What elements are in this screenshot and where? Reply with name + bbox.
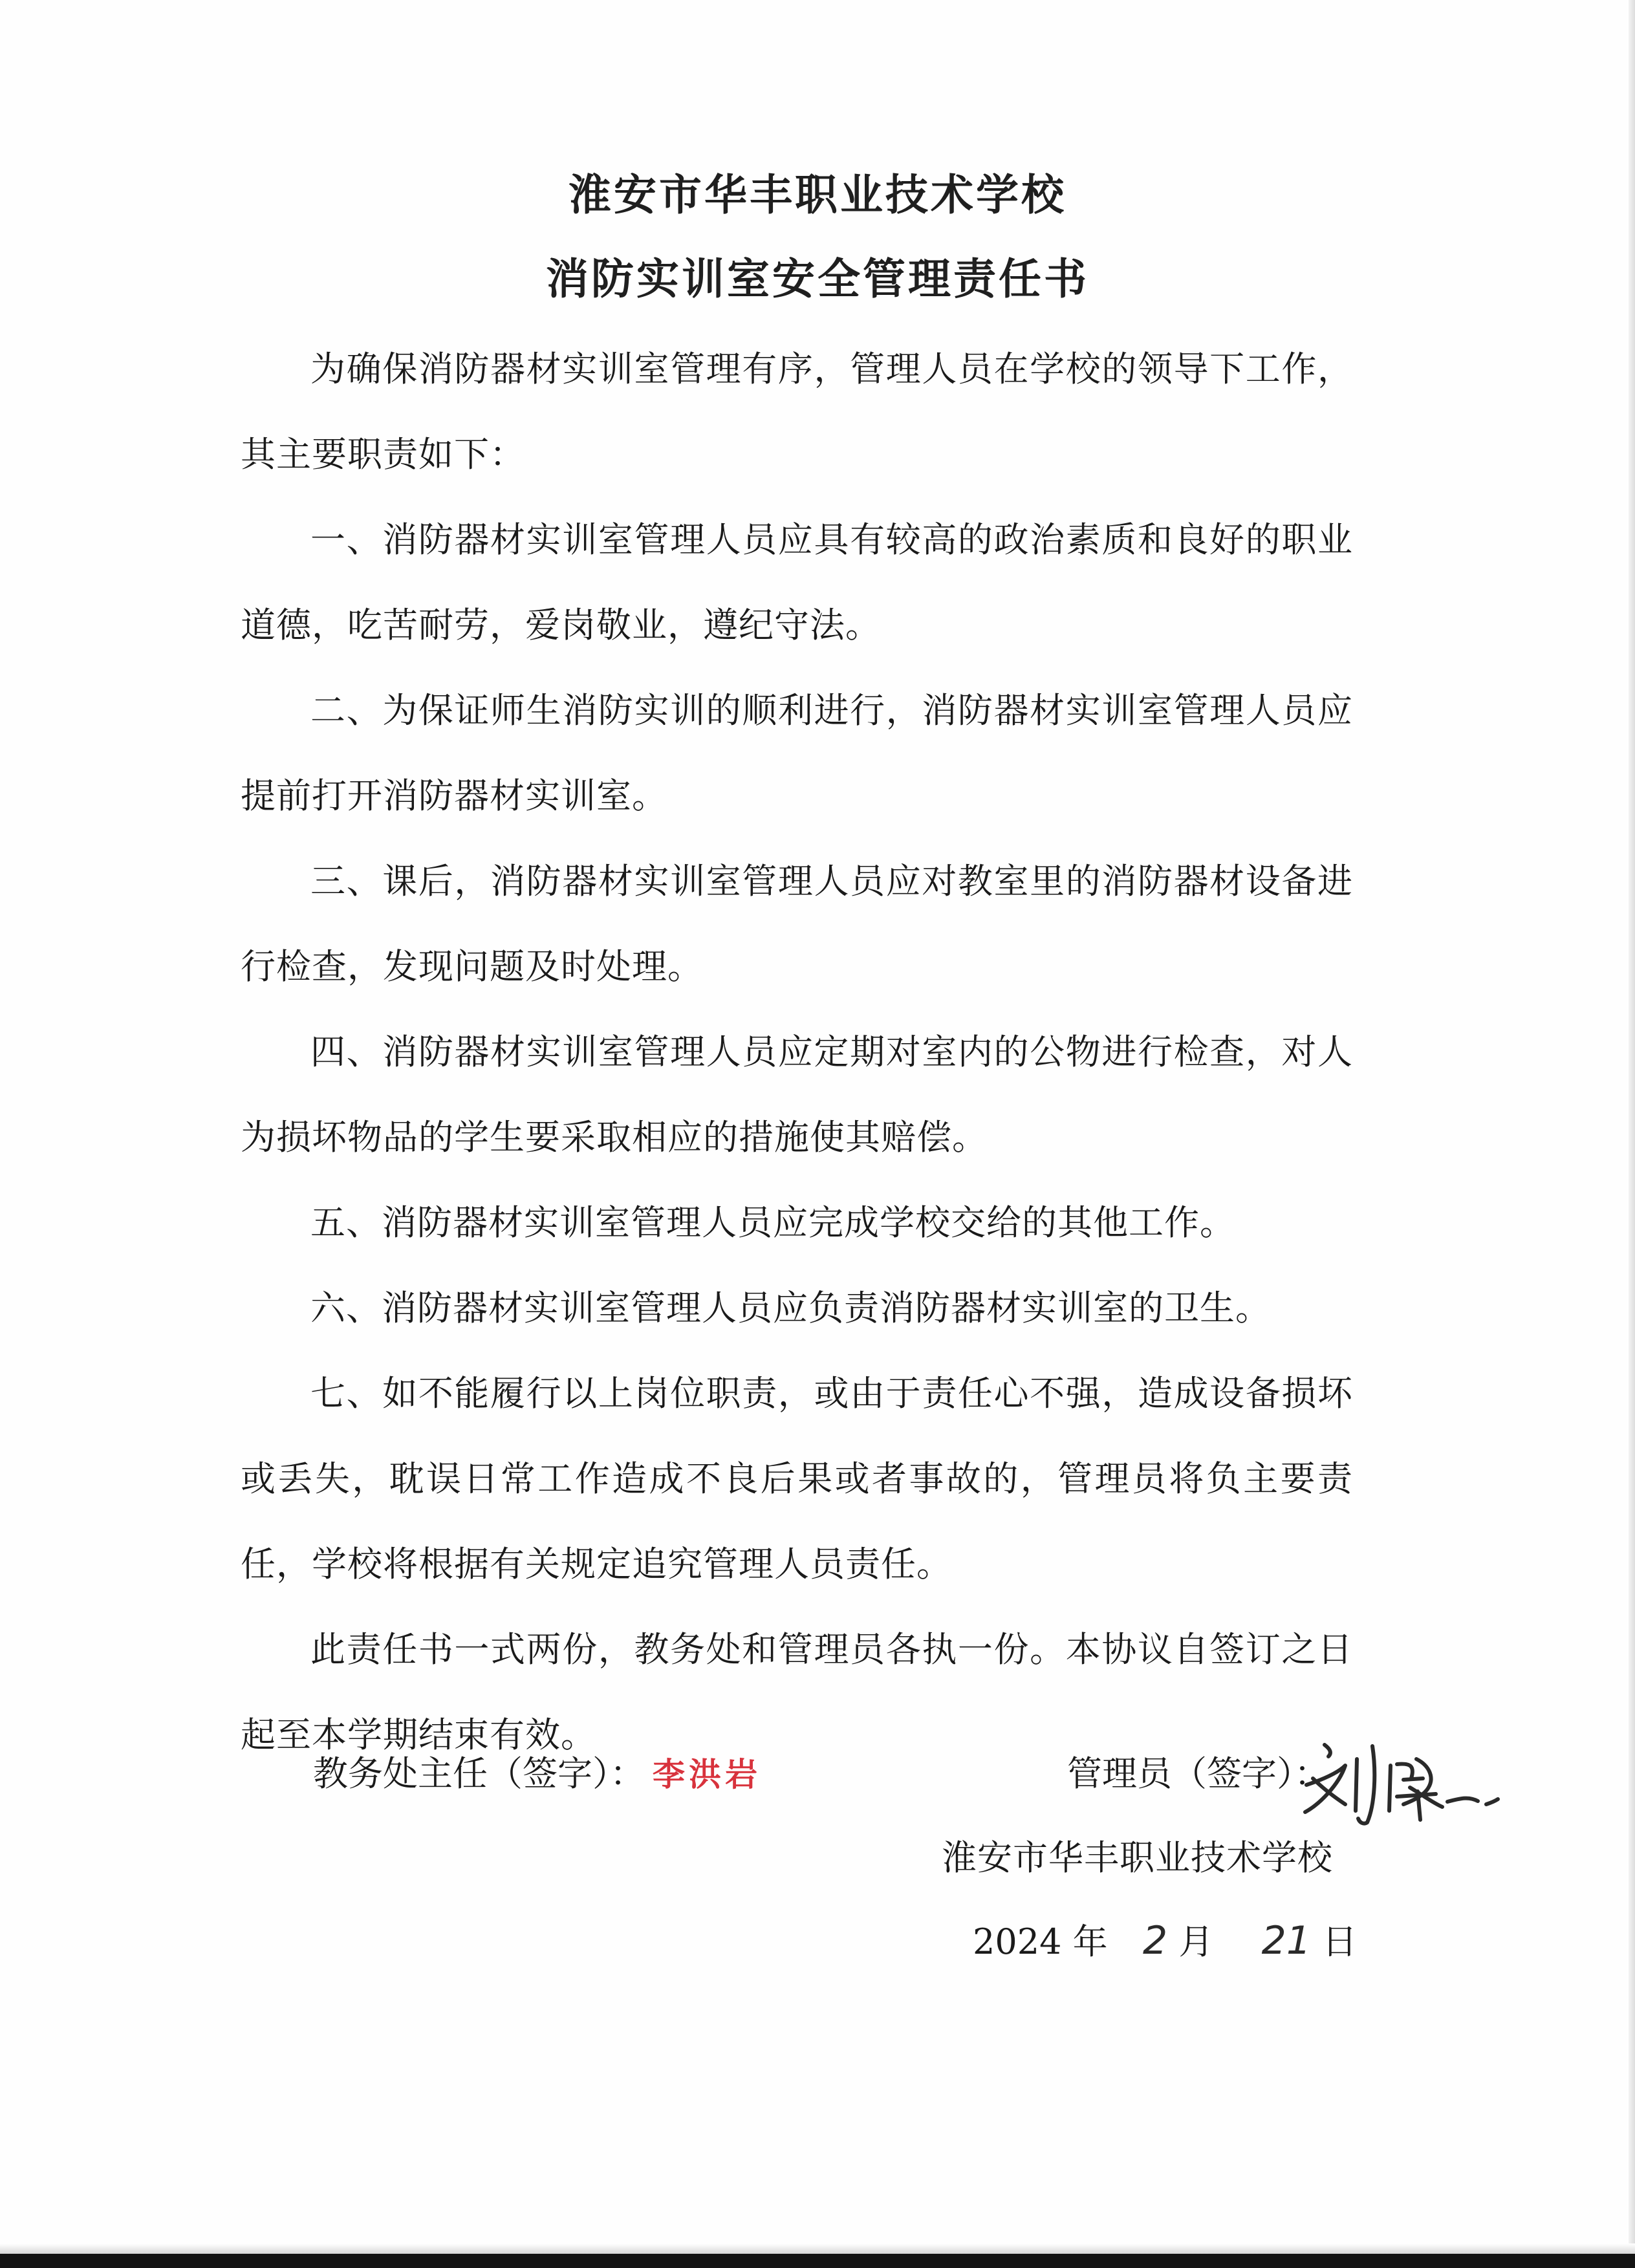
date-month: 2 [1142,1918,1168,1963]
school-title: 淮安市华丰职业技术学校 [568,170,1067,220]
admin-signature-label: 管理员（签字）： [1067,1753,1329,1794]
admin-signature-block [1067,1746,1329,1796]
clause-6: 六、消防器材实训室管理人员应负责消防器材实训室的卫生。 [310,1288,1271,1328]
validity-paragraph: 此责任书一式两份，教务处和管理员各执一份。本协议自签订之日起至本学期结束有效。 [241,1629,1353,1755]
director-name-stamp: 李洪岩 [653,1755,761,1793]
school-name-footer: 淮安市华丰职业技术学校 [942,1837,1333,1878]
scan-bottom-fade [0,2243,1635,2254]
date-month-unit: 月 [1178,1921,1214,1962]
director-signature-label: 教务处主任（签字）： [313,1753,645,1794]
clause-5: 五、消防器材实训室管理人员应完成学校交给的其他工作。 [310,1202,1235,1243]
date-year-unit: 年 [1072,1921,1108,1962]
document-title: 消防实训室安全管理责任书 [546,254,1089,304]
admin-handwritten-signature [1300,1740,1507,1830]
scan-bottom-edge [0,2254,1635,2268]
intro-paragraph: 为确保消防器材实训室管理有序，管理人员在学校的领导下工作，其主要职责如下： [241,349,1353,475]
clause-2: 二、为保证师生消防实训的顺利进行，消防器材实训室管理人员应提前打开消防器材实训室。 [241,690,1353,816]
clause-1: 一、消防器材实训室管理人员应具有较高的政治素质和良好的职业道德，吃苦耐劳，爱岗敬业，遵纪守法。 [241,519,1353,645]
date-day: 21 [1261,1918,1312,1963]
clause-4: 四、消防器材实训室管理人员应定期对室内的公物进行检查，对人为损坏物品的学生要采取相应的措施使其赔偿。 [241,1031,1353,1158]
date-day-unit: 日 [1322,1921,1358,1962]
document-body [241,327,1353,1778]
director-signature-block [313,1746,761,1796]
scan-right-edge [1629,0,1635,2244]
clause-3: 三、课后，消防器材实训室管理人员应对教室里的消防器材设备进行检查，发现问题及时处理。 [241,861,1353,987]
signing-date [973,1914,1357,1964]
date-year: 2024 [973,1921,1062,1962]
clause-7: 七、如不能履行以上岗位职责，或由于责任心不强，造成设备损坏或丢失，耽误日常工作造成不良后果或者事故的，管理员将负主要责任，学校将根据有关规定追究管理人员责任。 [241,1373,1353,1584]
